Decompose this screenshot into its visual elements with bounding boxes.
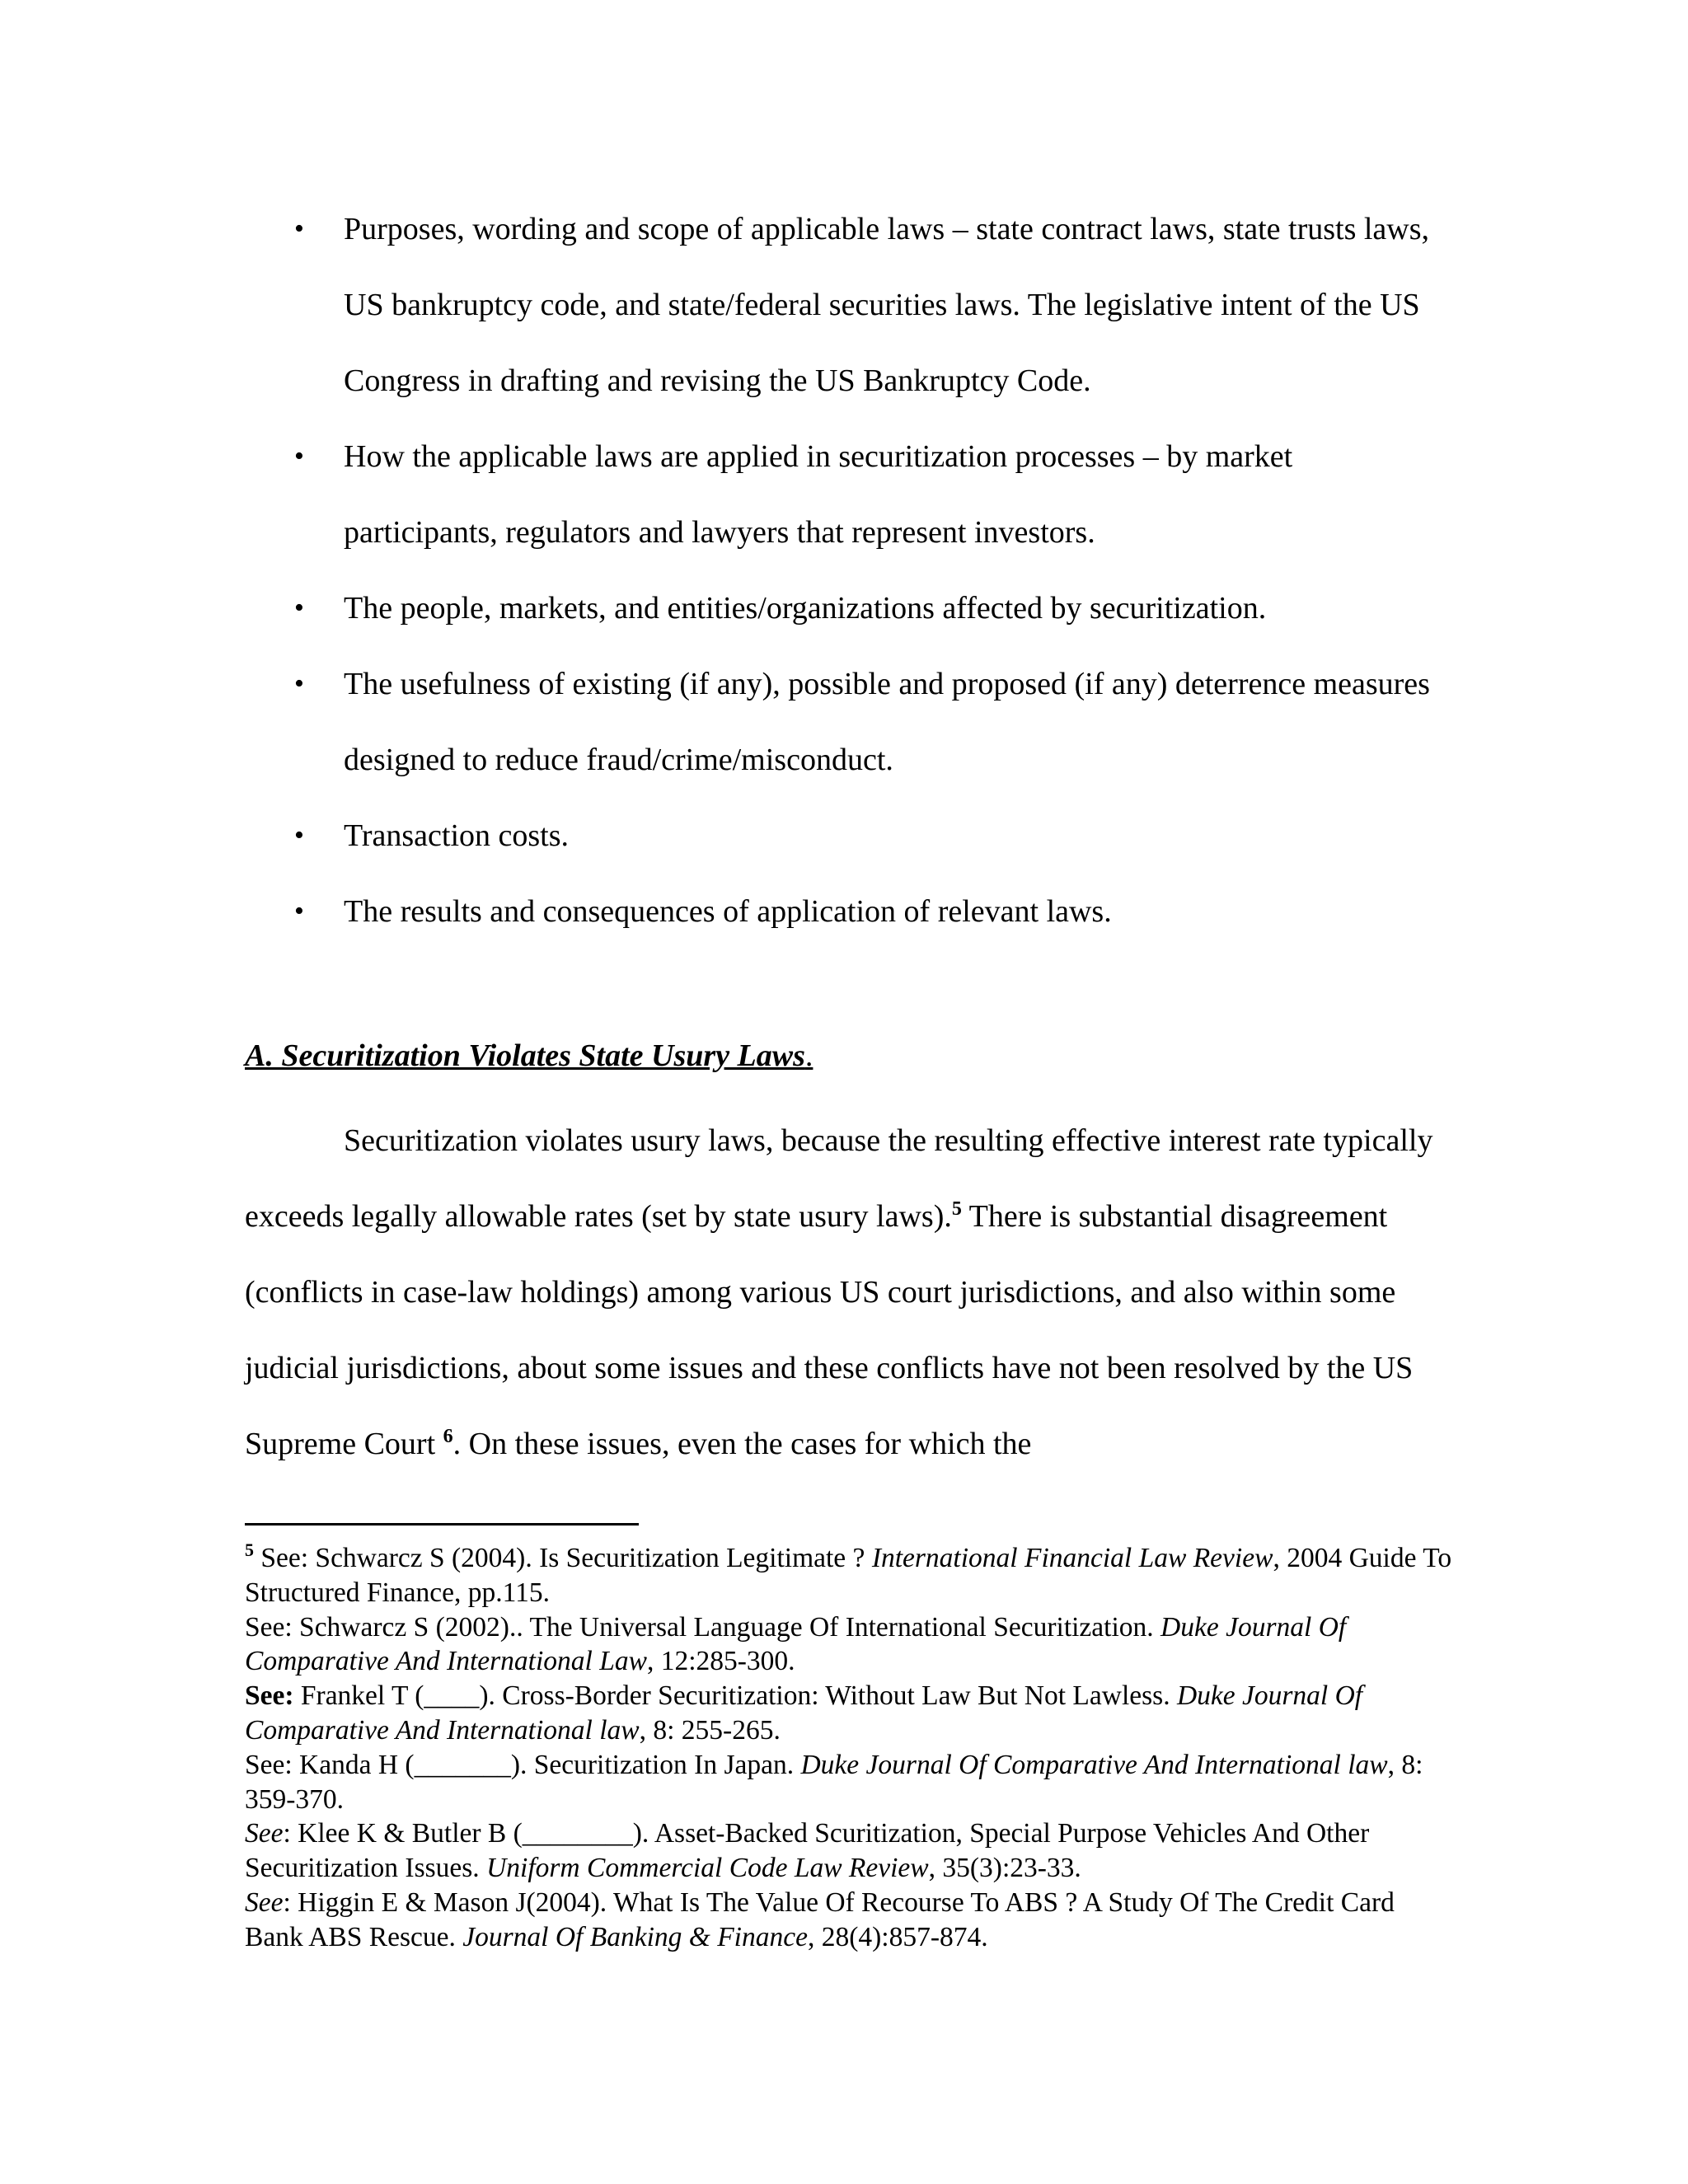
section-heading (245, 1031, 813, 1080)
bullet-icon: • (294, 593, 304, 623)
footnote-journal: Duke Journal Of Comparative And International law (800, 1749, 1388, 1780)
footnote-lead: See (245, 1749, 285, 1780)
bullet-icon: • (294, 441, 304, 471)
footnote-text: Frankel T (____). Cross-Border Securitization: Without Law But Not Lawless. (293, 1680, 1177, 1712)
list-item (245, 646, 1448, 798)
footnote-text: , 28(4):857-874. (807, 1921, 988, 1952)
bullet-text: How the applicable laws are applied in securitization processes – by market participants, regulators and lawyers that represent investors. (344, 439, 1293, 550)
bullet-icon: • (294, 213, 304, 244)
footnote-lead: See: (245, 1680, 294, 1712)
section-heading-period: . (804, 1038, 814, 1073)
bullet-icon: • (294, 668, 304, 699)
bullet-icon: • (294, 896, 304, 926)
footnote-text: : Schwarcz S (2002).. The Universal Language Of International Securitization. (284, 1611, 1161, 1643)
footnote-text: : Klee K & Butler B (________). Asset-Backed Scuritization, Special Purpose Vehicles And Other Securitization Issues. (245, 1818, 1370, 1884)
footnote-journal: Duke Journal Of Comparative And International Law (245, 1611, 1347, 1677)
footnote-text: , 12:285-300. (646, 1646, 795, 1677)
bullet-text: Purposes, wording and scope of applicable laws – state contract laws, state trusts laws, US bankruptcy code, and state/federal securities laws. The legislative intent of the US Congress in drafting and revising the US Bankruptcy Code. (344, 212, 1430, 398)
footnote-lead: See (245, 1611, 285, 1643)
section-heading-text: A. Securitization Violates State Usury Laws (245, 1038, 805, 1073)
list-item (245, 419, 1448, 570)
footnote-separator (245, 1523, 639, 1526)
bullet-text: The people, markets, and entities/organizations affected by securitization. (344, 591, 1267, 626)
list-item (245, 874, 1448, 949)
footnote-journal: Duke Journal Of Comparative And International law (245, 1680, 1363, 1746)
list-item (245, 191, 1448, 419)
footnote-text: : Schwarcz S (2004). Is Securitization Legitimate ? (300, 1543, 872, 1573)
bullet-list (245, 191, 1448, 949)
footnote-text: , 8: 255-265. (639, 1714, 781, 1746)
footnote-number: 5 (245, 1540, 254, 1560)
footnote-lead: See (245, 1818, 284, 1849)
paragraph-text: . On these issues, even the cases for which the (452, 1427, 1032, 1461)
list-item (245, 798, 1448, 874)
footnote-lead: See (260, 1543, 301, 1573)
bullet-icon: • (294, 820, 304, 851)
paragraph-text: There is substantial disagreement (conflicts in case-law holdings) among various US court jurisdictions, and also within some judicial jurisdictions, about some issues and these conflicts have not been resolved by the US Supreme Court (245, 1199, 1414, 1461)
body-paragraph (245, 1103, 1448, 1482)
footnote-text: , 8: 359-370. (245, 1749, 1423, 1815)
footnote-entry (245, 1541, 1456, 1610)
footnote-entry (245, 1886, 1456, 1955)
footnote-text: , 35(3):23-33. (928, 1853, 1081, 1884)
bullet-text: The usefulness of existing (if any), possible and proposed (if any) deterrence measures designed to reduce fraud/crime/misconduct. (344, 667, 1430, 777)
footnote-ref-6[interactable]: 6 (443, 1426, 453, 1447)
footnote-entry (245, 1816, 1456, 1886)
bullet-text: The results and consequences of application of relevant laws. (344, 894, 1112, 929)
footnotes (245, 1541, 1456, 1955)
bullet-text: Transaction costs. (344, 818, 570, 853)
footnote-journal: Uniform Commercial Code Law Review (486, 1853, 929, 1884)
footnote-text: : Kanda H (_______). Securitization In Japan. (284, 1749, 801, 1780)
paragraph-text: Securitization violates usury laws, because the resulting effective interest rate typically exceeds legally allowable rates (set by state usury laws). (245, 1123, 1433, 1234)
footnote-text: : Higgin E & Mason J(2004). What Is The Value Of Recourse To ABS ? A Study Of The Credit Card Bank ABS Rescue. (245, 1886, 1395, 1952)
footnote-ref-5[interactable]: 5 (951, 1198, 962, 1220)
footnote-entry (245, 1679, 1456, 1748)
footnote-journal: Journal Of Banking & Finance (462, 1921, 808, 1952)
footnote-entry (245, 1610, 1456, 1680)
footnote-entry (245, 1748, 1456, 1817)
list-item (245, 570, 1448, 646)
footnote-lead: See (245, 1886, 284, 1918)
footnote-text: , 2004 Guide To Structured Finance, pp.115. (245, 1543, 1452, 1608)
footnote-journal: International Financial Law Review (871, 1543, 1273, 1573)
